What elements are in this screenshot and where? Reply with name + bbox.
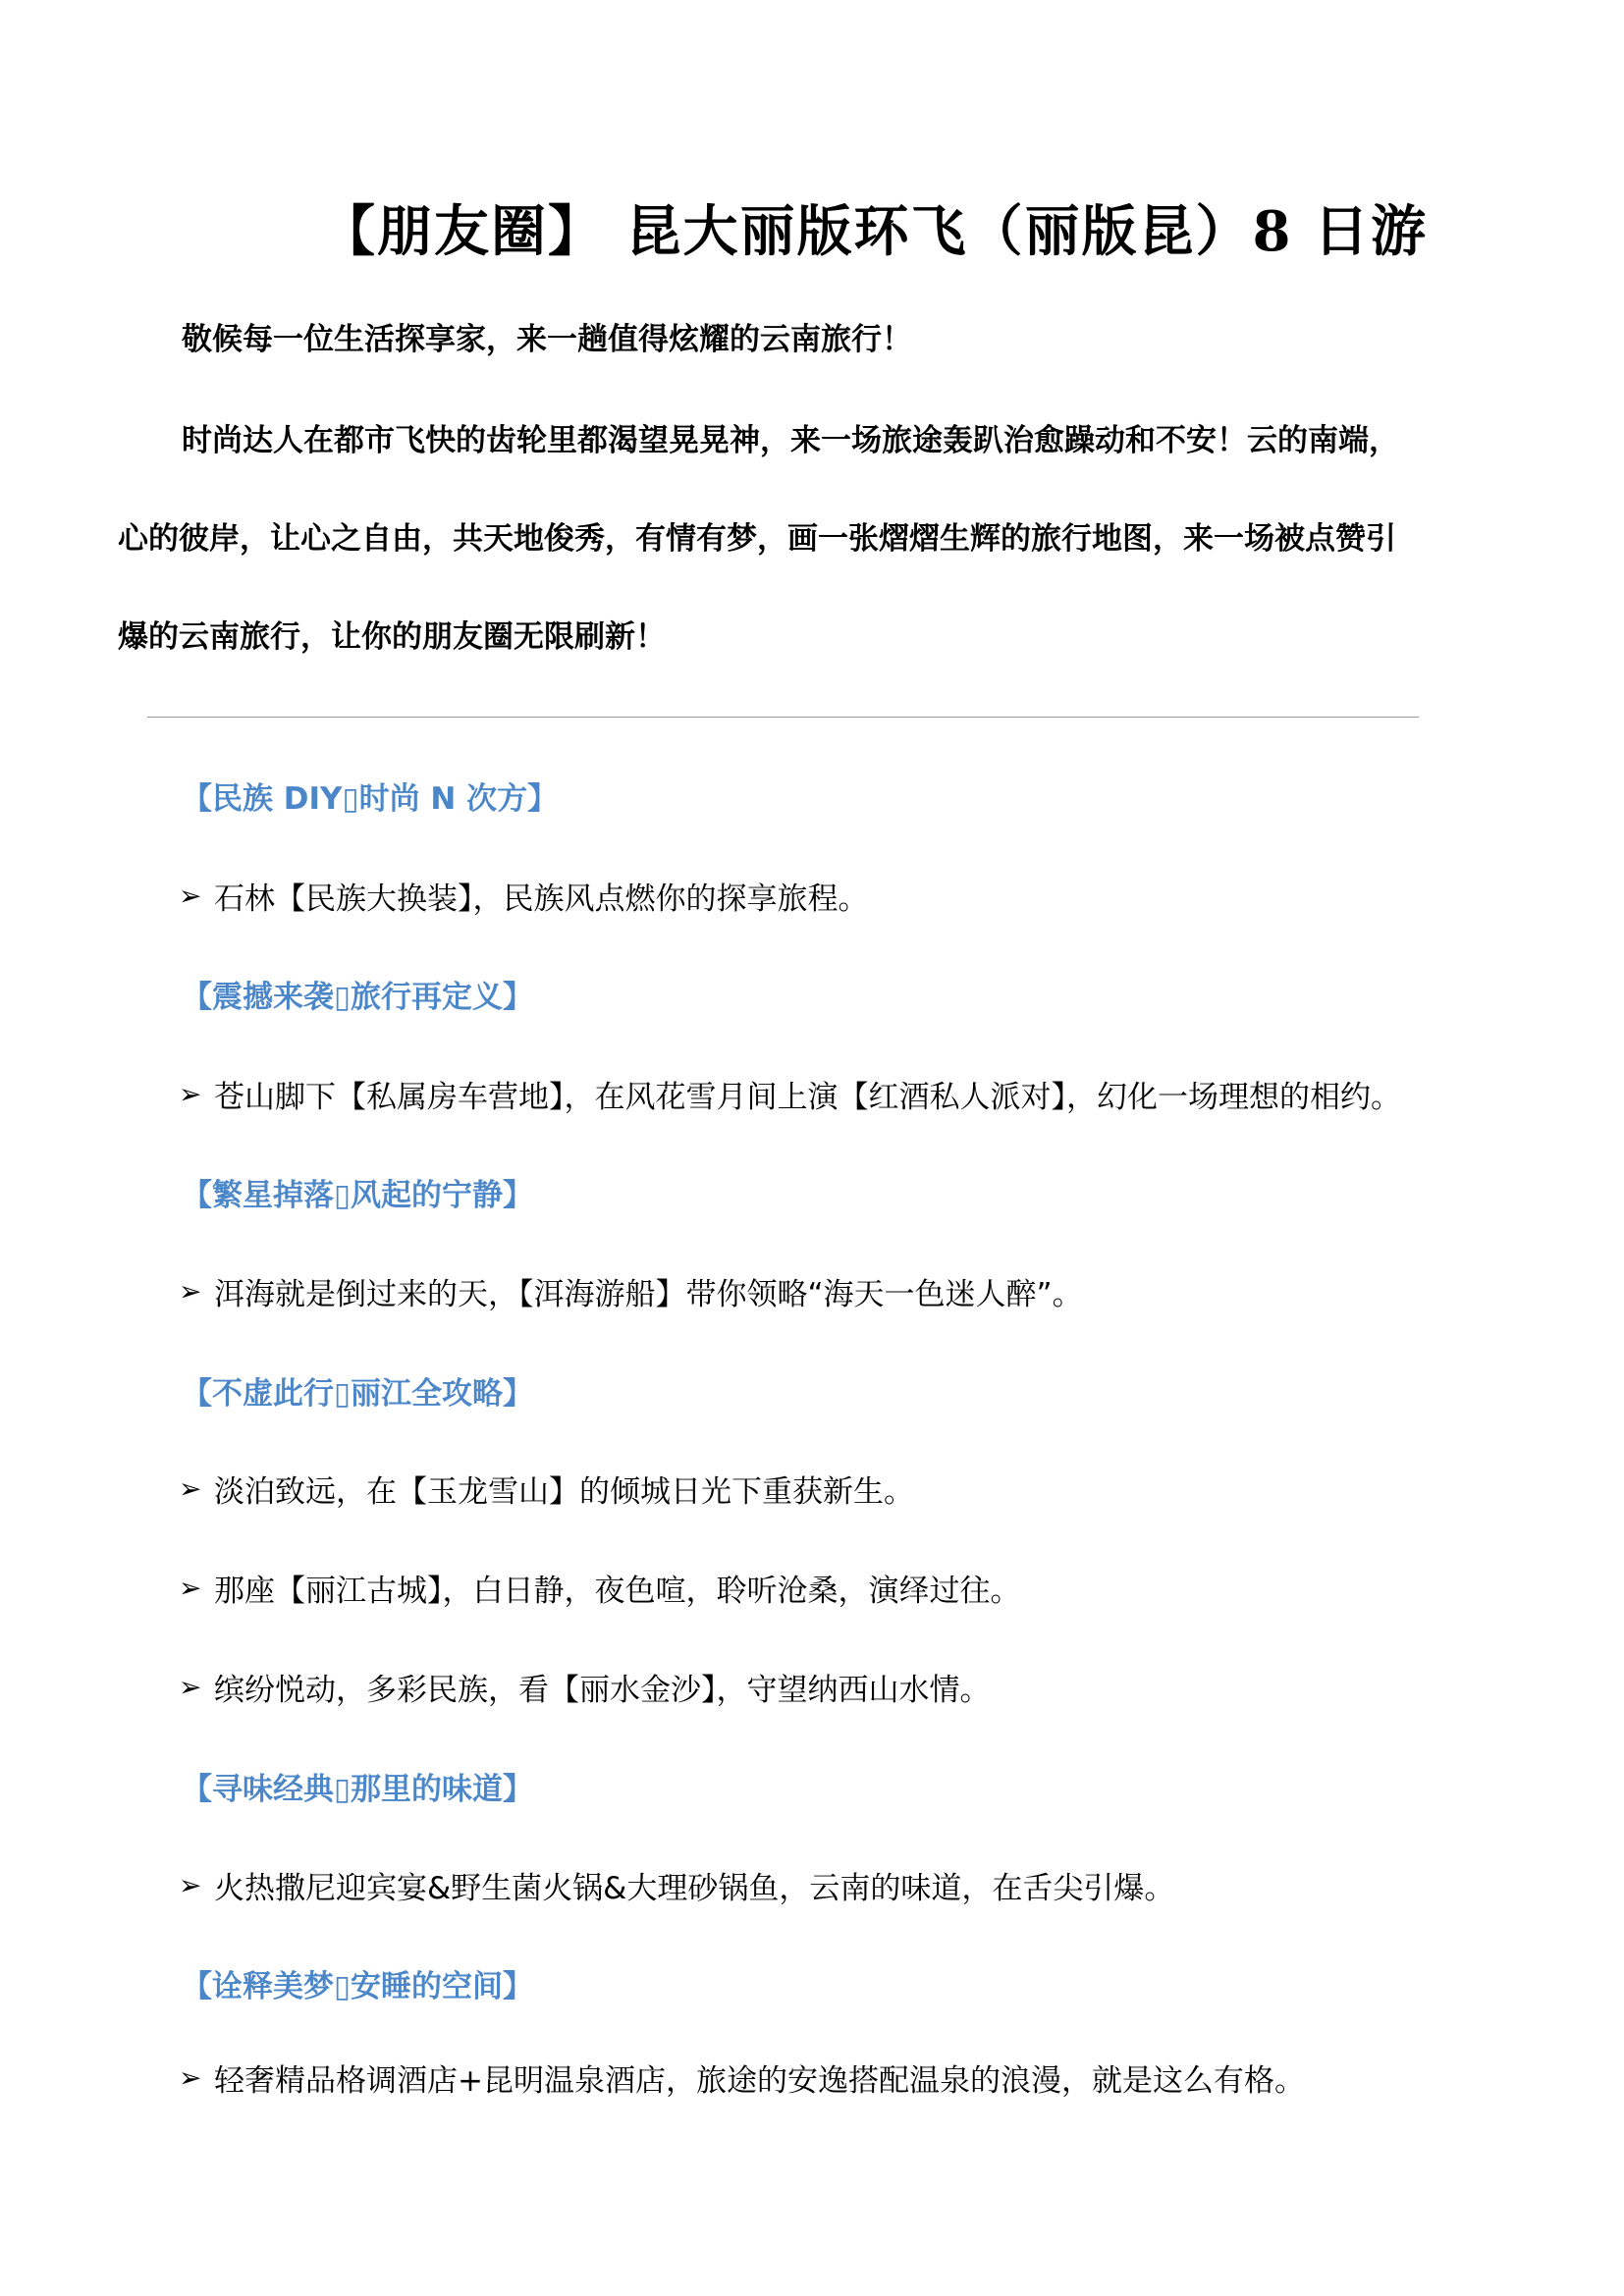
list-item-text: 淡泊致远，在【玉龙雪山】的倾城日光下重获新生。 [214, 1474, 914, 1510]
arrow-bullet-icon: ➢ [179, 1572, 202, 1604]
section-heading-ethnic-diy: 【民族 DIY▯时尚 N 次方】 [182, 781, 559, 817]
list-item-text: 火热撒尼迎宾宴&野生菌火锅&大理砂锅鱼，云南的味道，在舌尖引爆。 [214, 1871, 1175, 1906]
intro-paragraph-line-2: 心的彼岸，让心之自由，共天地俊秀，有情有梦，画一张熠熠生辉的旅行地图，来一场被点赞引 [118, 521, 1396, 557]
list-item-text: 洱海就是倒过来的天，【洱海游船】带你领略“海天一色迷人醉”。 [214, 1277, 1083, 1312]
list-item-text: 缤纷悦动，多彩民族，看【丽水金沙】，守望纳西山水情。 [214, 1673, 991, 1708]
arrow-bullet-icon: ➢ [179, 1078, 202, 1110]
arrow-bullet-icon: ➢ [179, 1472, 202, 1505]
section-heading-hotel: 【诠释美梦▯安睡的空间】 [182, 1969, 534, 2004]
arrow-bullet-icon: ➢ [179, 1275, 202, 1308]
list-item [179, 1467, 1553, 1511]
intro-greeting: 敬候每一位生活探享家，来一趟值得炫耀的云南旅行！ [182, 322, 912, 357]
list-item [179, 1863, 1553, 1907]
arrow-bullet-icon: ➢ [179, 1671, 202, 1703]
list-item-text: 那座【丽江古城】，白日静，夜色喧，聆听沧桑，演绎过往。 [214, 1574, 1021, 1609]
section-heading-erhai: 【繁星掉落▯风起的宁静】 [182, 1178, 534, 1213]
list-item-text: 苍山脚下【私属房车营地】，在风花雪月间上演【红酒私人派对】，幻化一场理想的相约。 [214, 1080, 1401, 1115]
arrow-bullet-icon: ➢ [179, 1869, 202, 1901]
intro-paragraph-line-3: 爆的云南旅行，让你的朋友圈无限刷新！ [118, 619, 666, 655]
list-item [179, 1665, 1553, 1709]
section-heading-cuisine: 【寻味经典▯那里的味道】 [182, 1772, 534, 1807]
list-item [179, 2056, 1553, 2100]
list-item-text: 轻奢精品格调酒店+昆明温泉酒店，旅途的安逸搭配温泉的浪漫，就是这么有格。 [214, 2063, 1305, 2099]
arrow-bullet-icon: ➢ [179, 2061, 202, 2094]
list-item-text: 石林【民族大换装】，民族风点燃你的探享旅程。 [214, 881, 869, 917]
arrow-bullet-icon: ➢ [179, 880, 202, 912]
list-item [179, 1269, 1553, 1313]
section-heading-lijiang: 【不虚此行▯丽江全攻略】 [182, 1376, 534, 1412]
section-heading-rv-camp: 【震撼来袭▯旅行再定义】 [182, 980, 534, 1015]
horizontal-divider [147, 717, 1419, 718]
intro-paragraph-line-1: 时尚达人在都市飞快的齿轮里都渴望晃晃神，来一场旅途轰趴治愈躁动和不安！云的南端， [182, 423, 1399, 458]
page-title: 【朋友圈】 昆大丽版环飞（丽版昆）8 日游 [320, 199, 1428, 264]
list-item [179, 874, 1553, 918]
list-item [179, 1072, 1553, 1116]
list-item [179, 1566, 1553, 1610]
